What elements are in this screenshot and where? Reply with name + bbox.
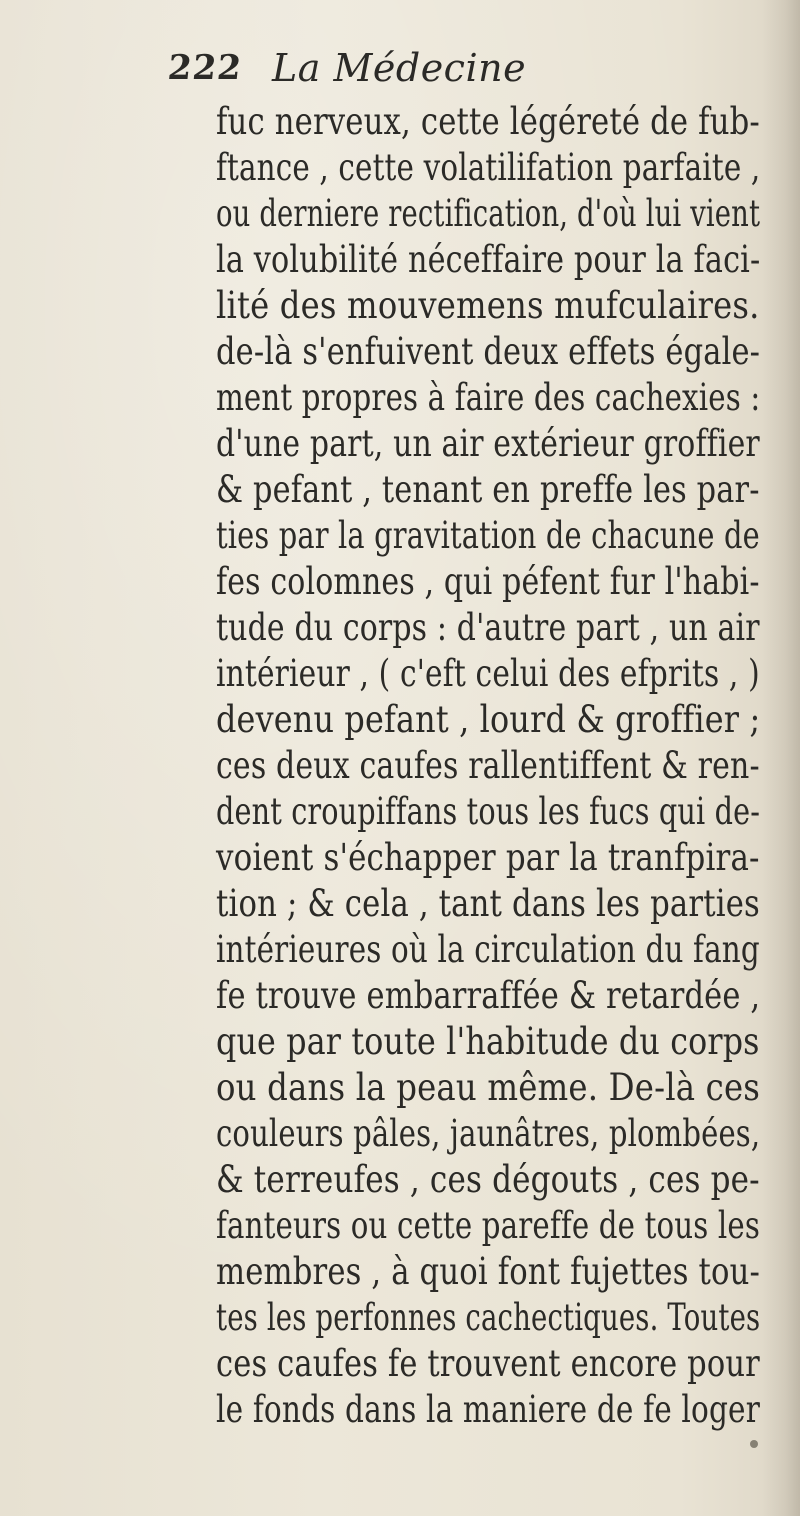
text-line: fuc nerveux, cette légéreté de fub-	[216, 100, 760, 143]
text-line: voient s'échapper par la tranfpira-	[216, 836, 760, 879]
text-line: dent croupiffans tous les fucs qui de-	[216, 790, 761, 833]
text-line: ftance , cette volatilifation parfaite ,	[216, 146, 761, 189]
text-line: que par toute l'habitude du corps	[216, 1020, 760, 1063]
text-line: membres , à quoi font fujettes tou-	[216, 1250, 760, 1293]
text-line: ment propres à faire des cachexies :	[216, 376, 761, 419]
text-line: de-là s'enfuivent deux effets égale-	[216, 330, 761, 373]
text-line: couleurs pâles, jaunâtres, plombées,	[216, 1112, 761, 1155]
text-line: intérieur , ( c'eft celui des efprits , )	[216, 652, 760, 695]
text-line: ces deux caufes rallentiffent & ren-	[216, 744, 760, 787]
text-line: tes les perfonnes cachectiques. Toutes	[216, 1296, 761, 1339]
text-line: ties par la gravitation de chacune de	[216, 514, 760, 557]
text-line: fanteurs ou cette pareffe de tous les	[216, 1204, 761, 1247]
text-line: & pefant , tenant en preffe les par-	[216, 468, 760, 511]
paper-speck	[750, 1440, 758, 1448]
text-line: lité des mouvemens mufculaires.	[216, 284, 760, 327]
text-line: ces caufes fe trouvent encore pour	[216, 1342, 760, 1385]
text-line: d'une part, un air extérieur groffier	[216, 422, 760, 465]
text-line: tude du corps : d'autre part , un air	[216, 606, 760, 649]
text-line: intérieures où la circulation du fang	[216, 928, 760, 971]
text-line: devenu pefant , lourd & groffier ;	[216, 698, 761, 741]
text-line: ou derniere rectification, d'où lui vient	[216, 192, 761, 235]
page-number: 222	[165, 48, 245, 88]
text-line: le fonds dans la maniere de fe loger	[216, 1388, 761, 1431]
text-line: ou dans la peau même. De-là ces	[216, 1066, 761, 1109]
running-title: La Médecine	[272, 46, 527, 90]
text-line: fes colomnes , qui péfent fur l'habi-	[216, 560, 760, 603]
text-line: tion ; & cela , tant dans les parties	[216, 882, 760, 925]
text-line: fe trouve embarraffée & retardée ,	[216, 974, 761, 1017]
text-line: & terreufes , ces dégouts , ces pe-	[216, 1158, 760, 1201]
text-line: la volubilité néceffaire pour la faci-	[216, 238, 761, 281]
